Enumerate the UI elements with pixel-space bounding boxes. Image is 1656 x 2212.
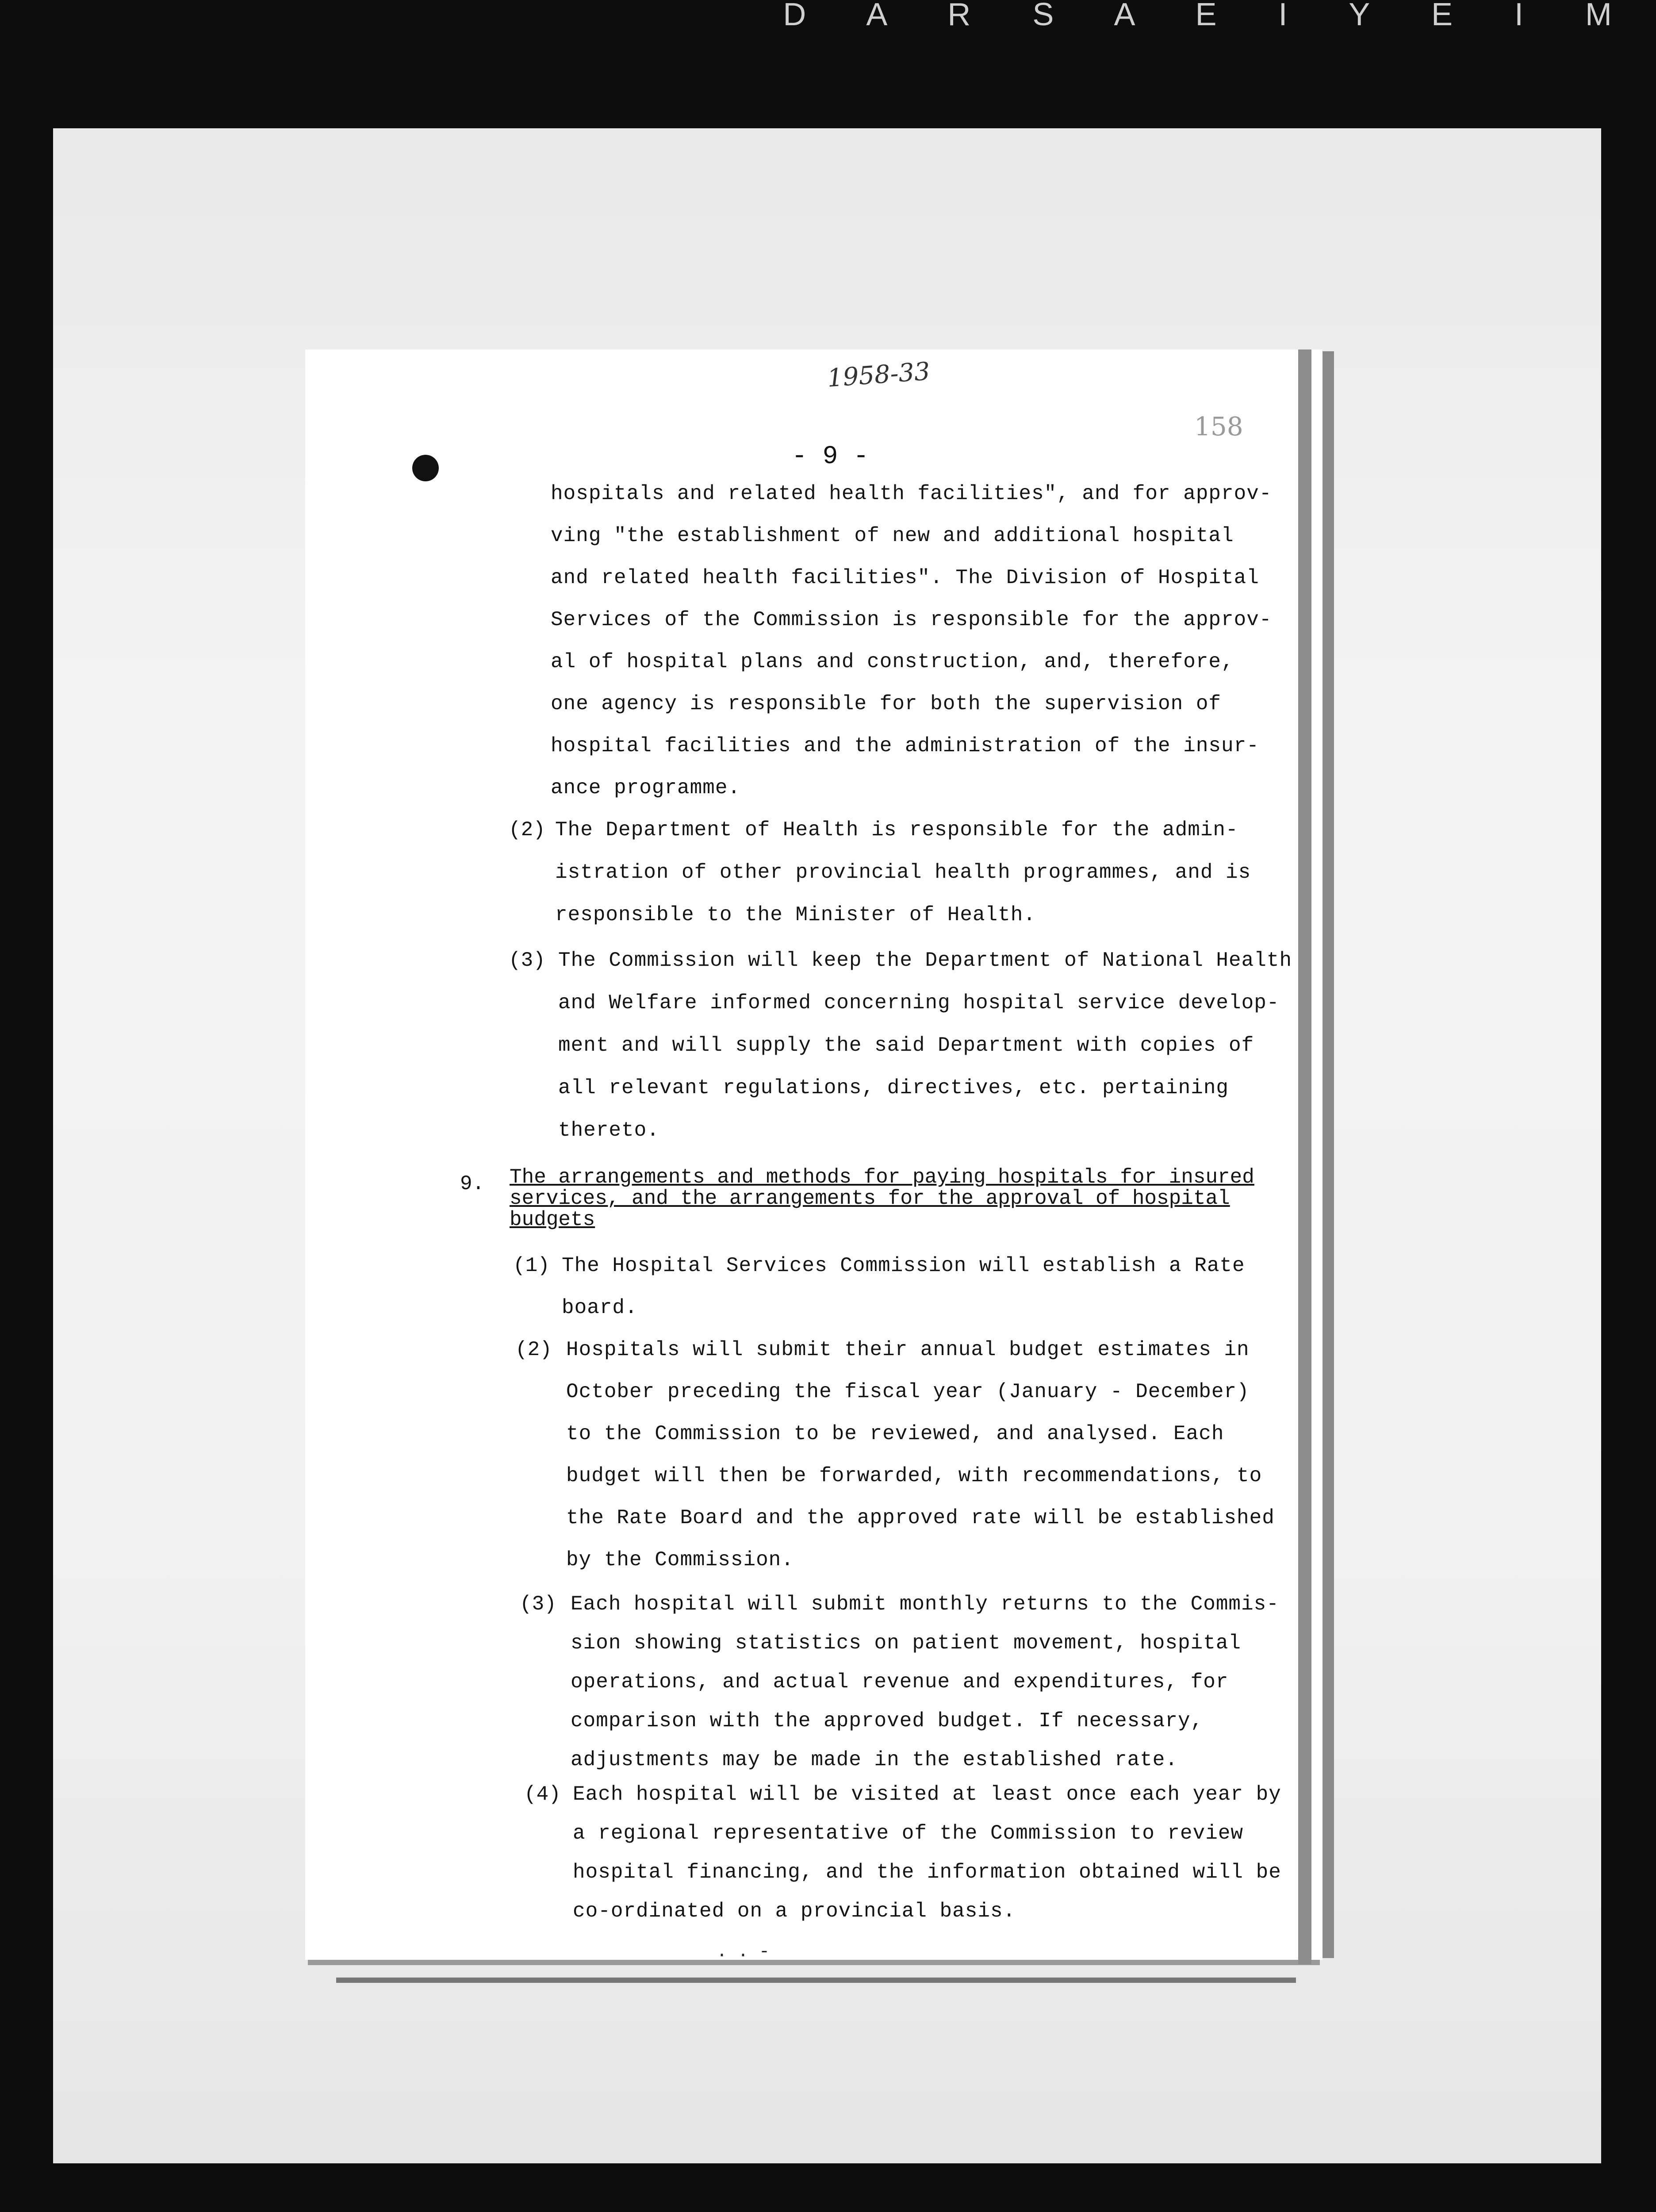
list-marker: (1): [513, 1254, 550, 1277]
page-number: - 9 -: [792, 442, 869, 471]
text-line: one agency is responsible for both the supervision of: [551, 692, 1222, 715]
handwritten-reference: 1958-33: [826, 357, 931, 393]
text-line: Each hospital will submit monthly returns to the Commis-: [571, 1593, 1279, 1616]
text-line: Hospitals will submit their annual budget estimates in: [566, 1338, 1250, 1361]
list-marker: (2): [515, 1338, 552, 1361]
text-line: hospitals and related health facilities", and for approv-: [551, 482, 1272, 505]
film-strip-text: D A R S A E I Y E I M: [783, 0, 1638, 32]
text-line: by the Commission.: [566, 1548, 794, 1571]
text-line: The Commission will keep the Department of National Health: [558, 949, 1292, 972]
text-line: istration of other provincial health programmes, and is: [555, 861, 1251, 884]
list-marker: (3): [520, 1593, 556, 1616]
section-heading: services, and the arrangements for the approval of hospital: [510, 1187, 1230, 1210]
text-line: ance programme.: [551, 776, 741, 799]
section-number: 9.: [460, 1172, 485, 1195]
list-marker: (3): [509, 949, 545, 972]
text-line: responsible to the Minister of Health.: [555, 903, 1036, 926]
text-line: The Hospital Services Commission will establish a Rate: [562, 1254, 1245, 1277]
sheet-bottom-shadow: [336, 1978, 1296, 1983]
text-line: hospital financing, and the information obtained will be: [573, 1861, 1281, 1884]
text-line: The Department of Health is responsible for the admin-: [555, 818, 1238, 841]
text-line: a regional representative of the Commission to review: [573, 1822, 1244, 1845]
text-line: co-ordinated on a provincial basis.: [573, 1900, 1016, 1923]
text-line: and related health facilities". The Division of Hospital: [551, 566, 1259, 589]
text-line: hospital facilities and the administration of the insur-: [551, 734, 1259, 757]
page-continuation-mark: . . -: [717, 1942, 770, 1962]
text-line: al of hospital plans and construction, and, therefore,: [551, 650, 1234, 673]
list-marker: (2): [509, 818, 545, 841]
text-line: budget will then be forwarded, with recommendations, to: [566, 1464, 1262, 1487]
text-line: ving "the establishment of new and additional hospital: [551, 524, 1234, 547]
text-line: Services of the Commission is responsible for the approv-: [551, 608, 1272, 631]
sheet-edge-shadow: [1298, 349, 1311, 1964]
text-line: and Welfare informed concerning hospital service develop-: [558, 991, 1280, 1014]
film-edge: [0, 0, 1656, 32]
text-line: to the Commission to be reviewed, and analysed. Each: [566, 1422, 1224, 1445]
text-line: the Rate Board and the approved rate will be established: [566, 1506, 1275, 1529]
stamped-page-number: 158: [1194, 411, 1243, 442]
list-marker: (4): [524, 1783, 561, 1806]
text-line: Each hospital will be visited at least once each year by: [573, 1783, 1281, 1806]
text-line: October preceding the fiscal year (January - December): [566, 1380, 1250, 1403]
text-line: adjustments may be made in the established rate.: [571, 1748, 1178, 1771]
text-line: all relevant regulations, directives, etc. pertaining: [558, 1076, 1229, 1099]
section-heading: budgets: [510, 1208, 595, 1231]
text-line: board.: [562, 1296, 638, 1319]
text-line: operations, and actual revenue and expenditures, for: [571, 1671, 1229, 1694]
text-line: sion showing statistics on patient movement, hospital: [571, 1632, 1242, 1655]
punch-hole: [412, 455, 439, 481]
text-line: thereto.: [558, 1119, 659, 1142]
text-line: ment and will supply the said Department with copies of: [558, 1034, 1254, 1057]
section-heading: The arrangements and methods for paying hospitals for insured: [510, 1166, 1254, 1189]
text-line: comparison with the approved budget. If necessary,: [571, 1709, 1204, 1732]
